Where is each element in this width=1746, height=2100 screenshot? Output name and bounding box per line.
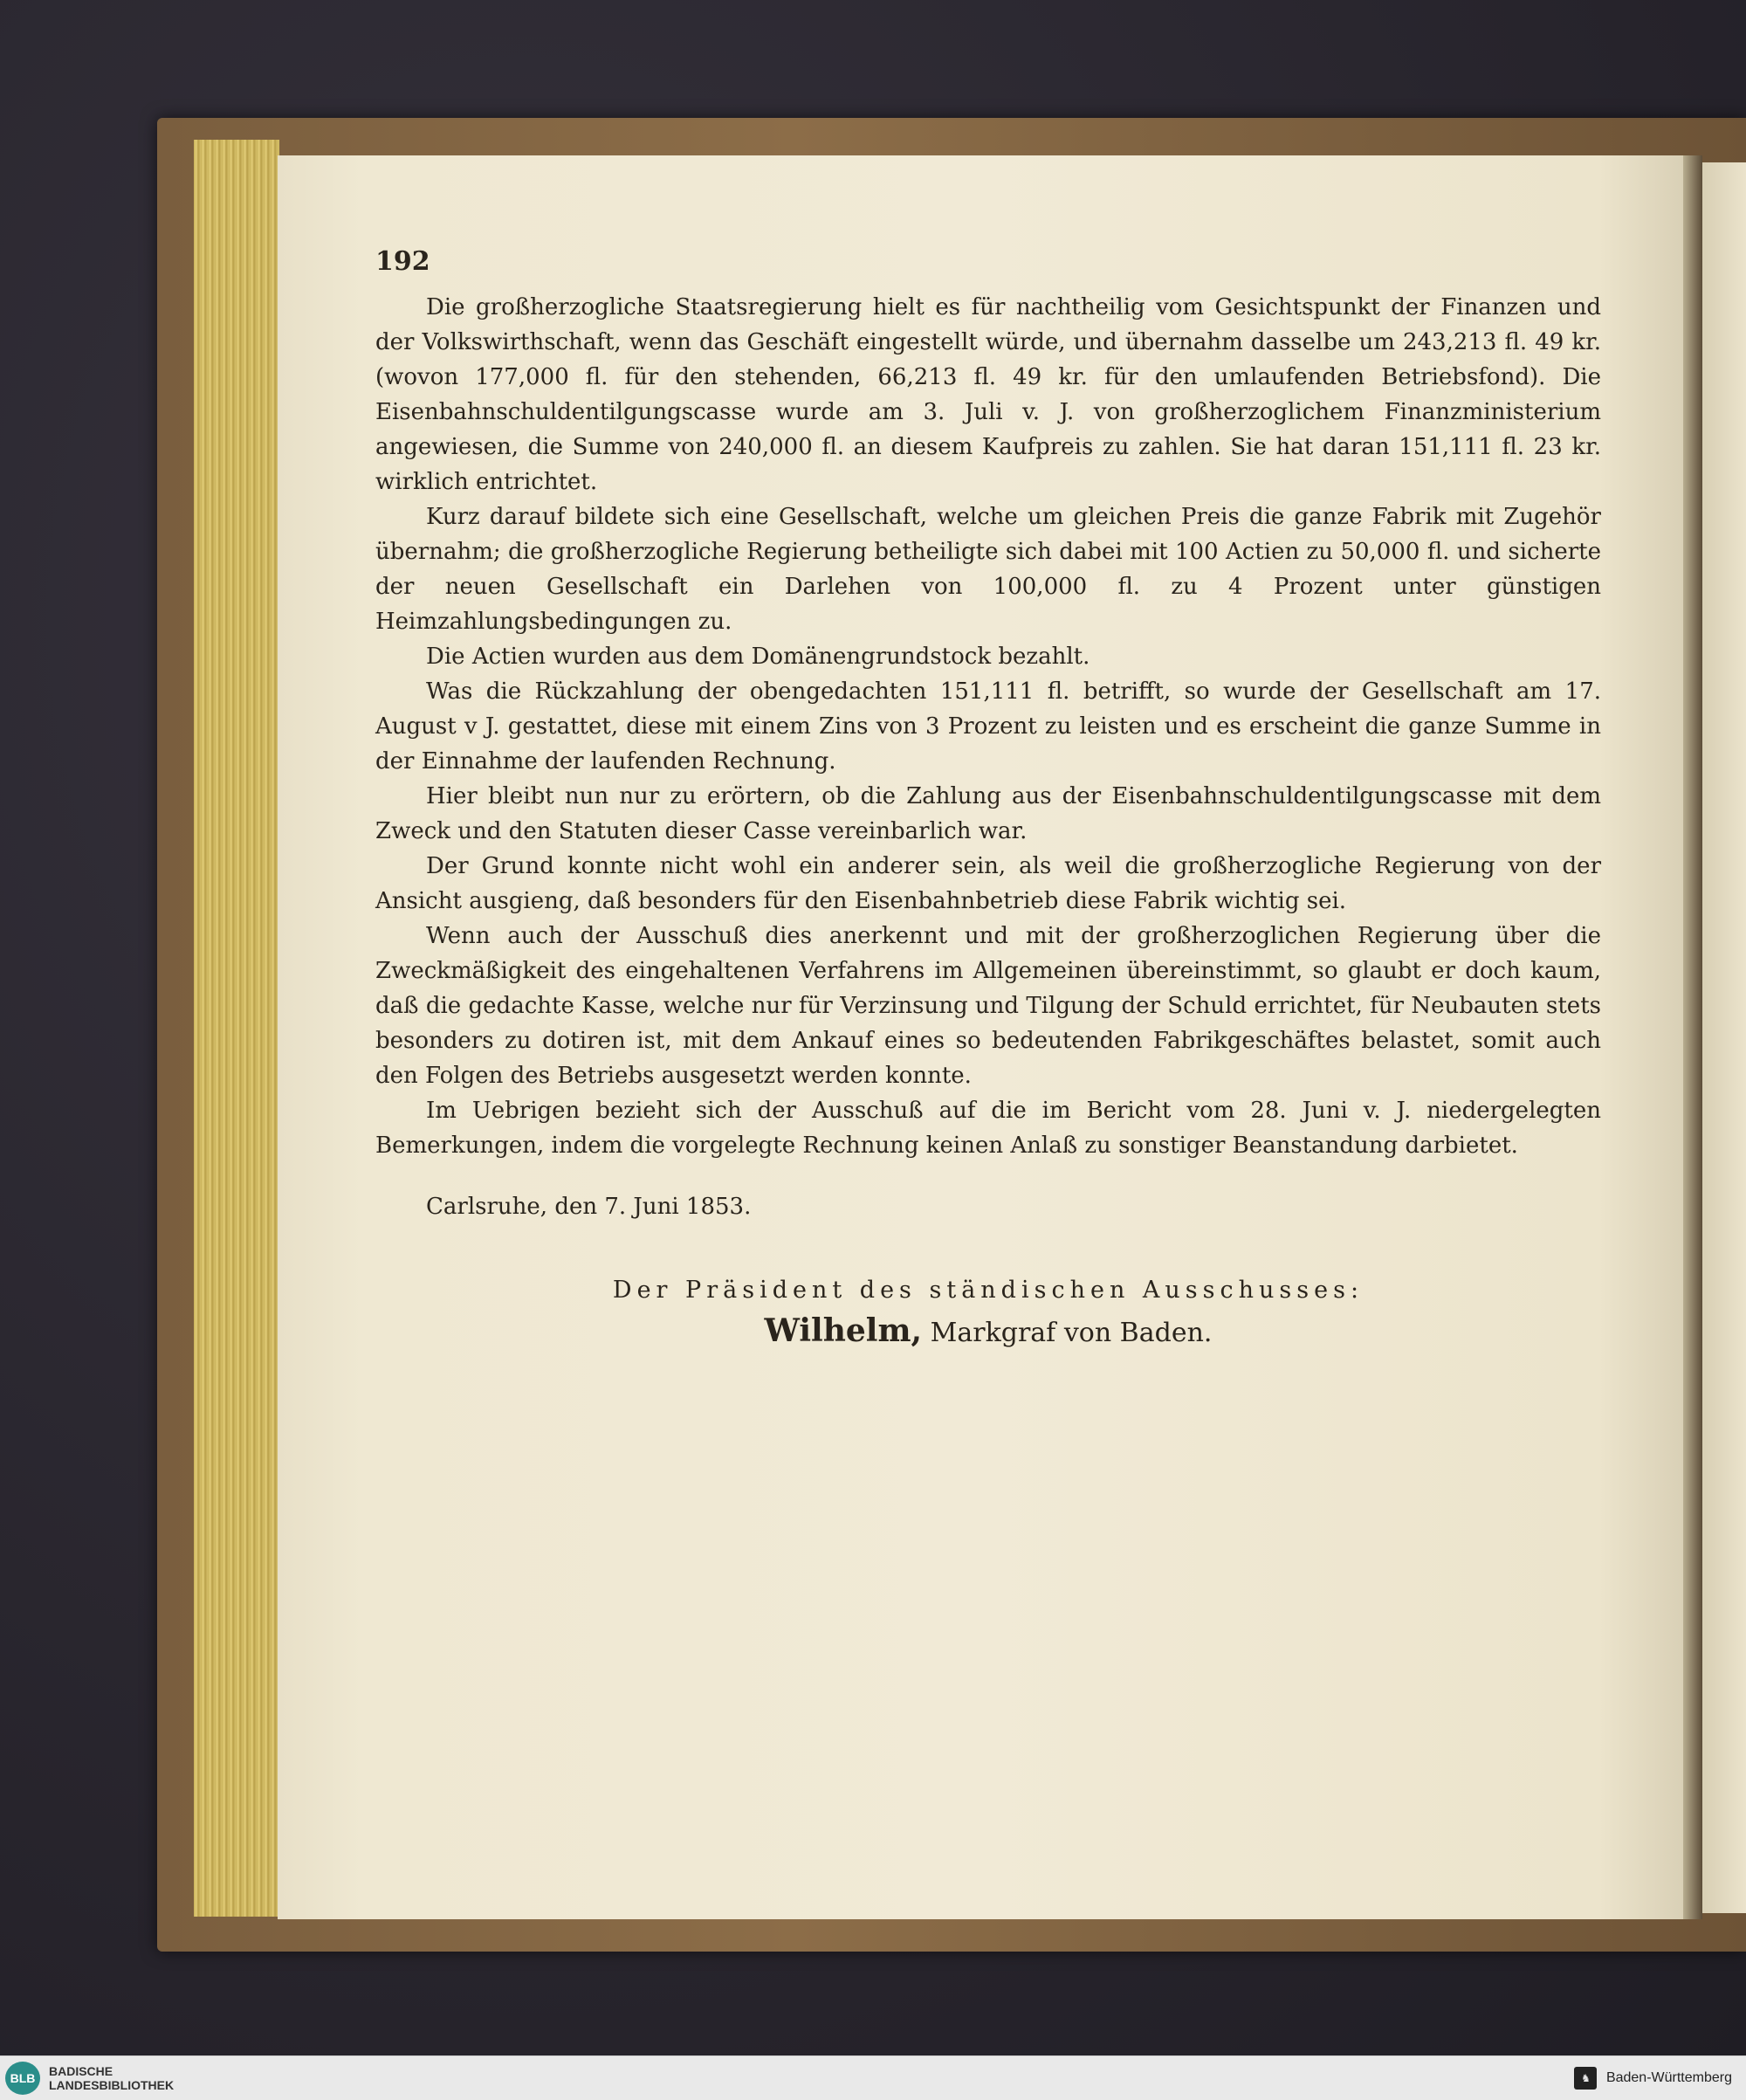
signature-title: Der Präsident des ständischen Ausschusses: bbox=[612, 1277, 1364, 1304]
paragraph: Die großherzogliche Staatsregierung hielt es für nachtheilig vom Gesichtspunkt der Finanzen und der Volkswirthschaft, wenn das Geschäft eingestellt würde, und übernahm dasselbe um 243,213 fl. 49 kr. (wovon 177,000 fl. für den stehenden, 66,213 fl. 49 kr. für den umlaufenden Betriebsfond). Die Eisenbahnschuldentilgungscasse wurde am 3. Juli v. J. von großherzoglichem Finanzministerium angewiesen, die Summe von 240,000 fl. an diesem Kaufpreis zu zahlen. Sie hat daran 151,111 fl. 23 kr. wirklich entrichtet. bbox=[375, 294, 1601, 495]
paragraph: Hier bleibt nun nur zu erörtern, ob die Zahlung aus der Eisenbahnschuldentilgungscasse mit dem Zweck und den Statuten dieser Casse vereinbarlich war. bbox=[375, 783, 1601, 844]
blb-logo-text bbox=[49, 2064, 174, 2092]
facing-page-edge bbox=[1702, 162, 1746, 1913]
book-gutter bbox=[1683, 155, 1702, 1919]
blb-logo-icon[interactable]: BLB bbox=[5, 2062, 40, 2095]
paragraph: Was die Rückzahlung der obengedachten 151,111 fl. betrifft, so wurde der Gesellschaft am 17. August v J. gestattet, diese mit einem Zins von 3 Prozent zu leisten und es erscheint die ganze Summe in der Einnahme der laufenden Rechnung. bbox=[375, 678, 1601, 775]
paragraph: Der Grund konnte nicht wohl ein anderer sein, als weil die großherzogliche Regierung von der Ansicht ausgieng, daß besonders für den Eisenbahnbetrieb diese Fabrik wichtig sei. bbox=[375, 853, 1601, 914]
page-edges bbox=[194, 140, 279, 1917]
signature-rest: Markgraf von Baden. bbox=[930, 1318, 1213, 1348]
viewer-footer bbox=[0, 2055, 1746, 2100]
page-text bbox=[375, 244, 1601, 1354]
date-line: Carlsruhe, den 7. Juni 1853. bbox=[426, 1194, 752, 1220]
signature-name-line bbox=[375, 1310, 1601, 1354]
paragraph: Wenn auch der Ausschuß dies anerkennt und mit der großherzoglichen Regierung über die Zweckmäßigkeit des eingehaltenen Verfahrens im Allgemeinen übereinstimmt, so glaubt er doch kaum, daß die gedachte Kasse, welche nur für Verzinsung und Tilgung der Schuld errichtet, für Neubauten stets besonders zu dotiren ist, mit dem Ankauf eines so bedeutenden Fabrikgeschäftes belastet, somit auch den Folgen des Betriebs ausgesetzt werden konnte. bbox=[375, 923, 1601, 1089]
paragraph: Die Actien wurden aus dem Domänengrundstock bezahlt. bbox=[426, 644, 1090, 670]
signature-block bbox=[375, 1271, 1601, 1354]
lions-emblem-icon: ♞ bbox=[1574, 2067, 1597, 2090]
page-number: 192 bbox=[375, 246, 430, 277]
paragraph: Kurz darauf bildete sich eine Gesellschaft, welche um gleichen Preis die ganze Fabrik mit Zugehör übernahm; die großherzogliche Regierung betheiligte sich dabei mit 100 Actien zu 50,000 fl. und sicherte der neuen Gesellschaft ein Darlehen von 100,000 fl. zu 4 Prozent unter günstigen Heimzahlungsbedingungen zu. bbox=[375, 504, 1601, 635]
bw-label: Baden-Württemberg bbox=[1605, 2070, 1732, 2085]
paragraph: Im Uebrigen bezieht sich der Ausschuß auf die im Bericht vom 28. Juni v. J. niedergelegten Bemerkungen, indem die vorgelegte Rechnung keinen Anlaß zu sonstiger Beanstandung darbietet. bbox=[375, 1098, 1601, 1159]
blb-line2: LANDESBIBLIOTHEK bbox=[49, 2078, 175, 2092]
bw-logo[interactable] bbox=[1574, 2065, 1732, 2091]
blb-line1: BADISCHE bbox=[49, 2064, 113, 2078]
signature-name: Wilhelm, bbox=[764, 1312, 923, 1349]
